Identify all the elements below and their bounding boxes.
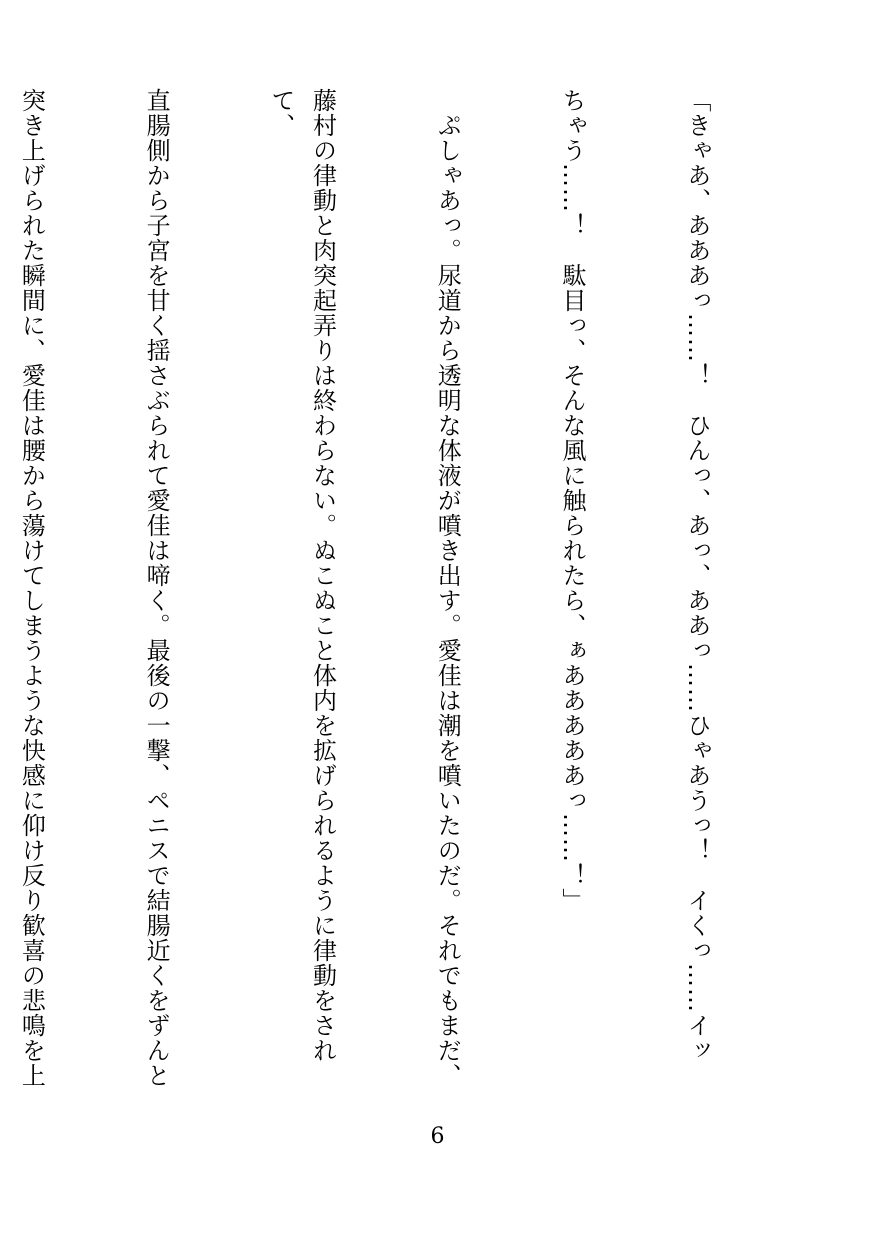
text-line: 藤村の律動と肉突起弄りは終わらない。ぬこぬこと体内を拡げられるように律動をされて、 — [266, 88, 337, 1063]
text-line: 直腸側から子宮を甘く揺さぶられて愛佳は啼く。最後の一撃、ペニスで結腸近くをずんと — [142, 88, 171, 1088]
text-line: 「きゃあ、あああっ……！ ひんっ、あっ、ああっ……ひゃあうっ！ イくっ……イッ — [682, 88, 711, 1063]
page-number: 6 — [430, 1124, 445, 1149]
text-line: ちゃう……！ 駄目っ、そんな風に触られたら、ぁあああああっ……！」 — [558, 88, 587, 913]
text-line: ぷしゃあっ。尿道から透明な体液が噴き出す。愛佳は潮を噴いたのだ。それでもまだ、 — [433, 88, 462, 1088]
text-line: 突き上げられた瞬間に、愛佳は腰から蕩けてしまうような快感に仰け反り歓喜の悲鳴を上 — [17, 88, 46, 1088]
body-text — [17, 88, 800, 1088]
